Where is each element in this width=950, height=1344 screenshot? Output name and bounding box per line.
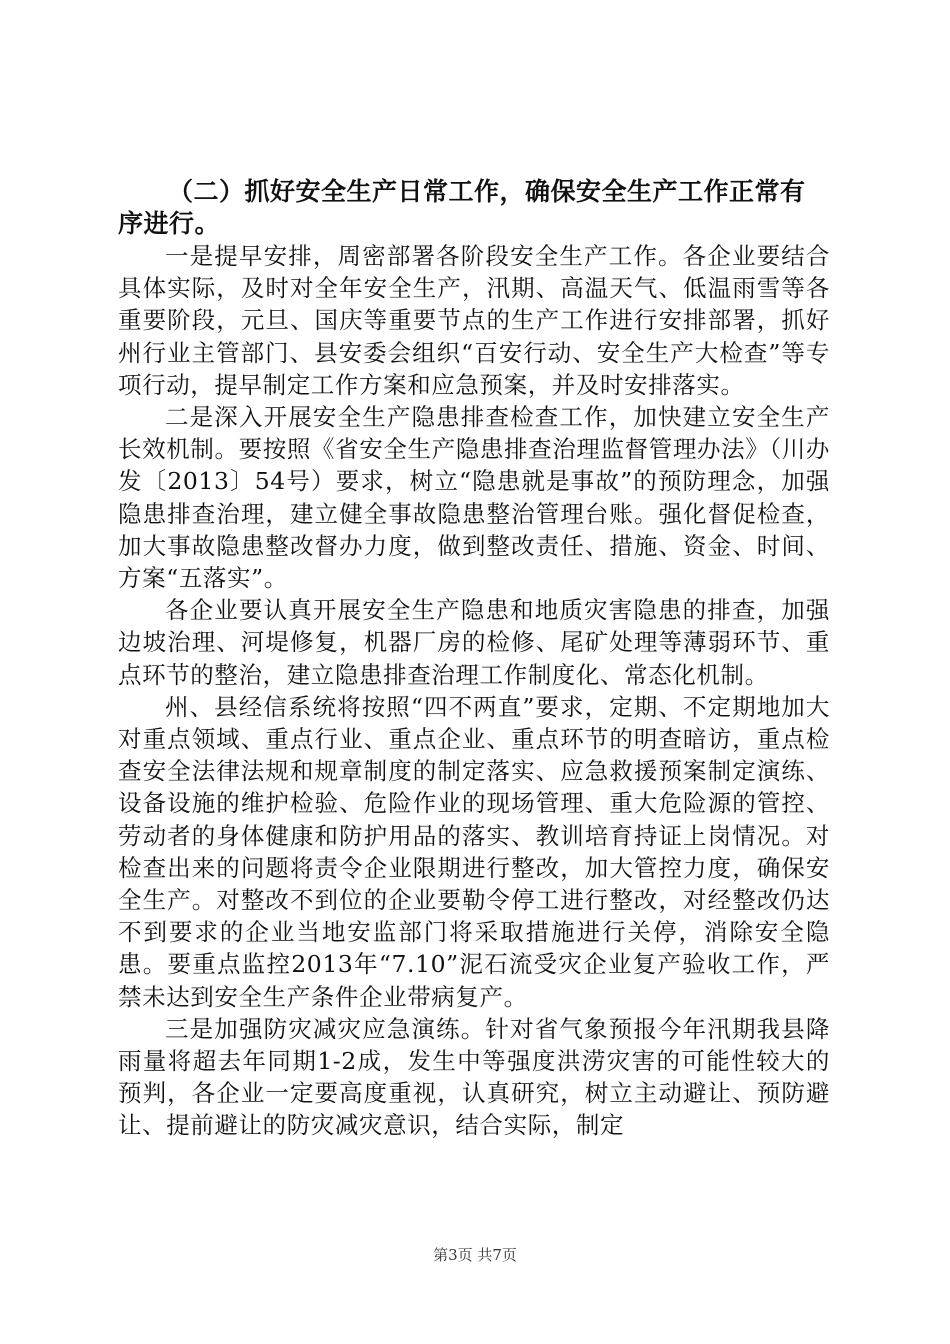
paragraph: 一是提早安排，周密部署各阶段安全生产工作。各企业要结合具体实际，及时对全年安全生产，汛期、高温天气、低温雨雪等各重要阶段，元旦、国庆等重要节点的生产工作进行安排部署，抓好州行业主管部门、县安委会组织“百安行动、安全生产大检查”等专项行动，提早制定工作方案和应急预案，并及时安排落实。: [118, 242, 830, 399]
paragraph: 州、县经信系统将按照“四不两直”要求，定期、不定期地加大对重点领域、重点行业、重点企业、重点环节的明查暗访，重点检查安全法律法规和规章制度的制定落实、应急救援预案制定演练、设备设施的维护检验、危险作业的现场管理、重大危险源的管控、劳动者的身体健康和防护用品的落实、教训培育持证上岗情况。对检查出来的问题将责令企业限期进行整改，加大管控力度，确保安全生产。对整改不到位的企业要勒令停工进行整改，对经整改仍达不到要求的企业当地安监部门将采取措施进行关停，消除安全隐患。要重点监控2013年“7.10”泥石流受灾企业复产验收工作，严禁未达到安全生产条件企业带病复产。: [118, 692, 830, 1011]
paragraph: 三是加强防灾减灾应急演练。针对省气象预报今年汛期我县降雨量将超去年同期1-2成，发生中等强度洪涝灾害的可能性较大的预判，各企业一定要高度重视，认真研究，树立主动避让、预防避让、提前避让的防灾减灾意识，结合实际，制定: [118, 1014, 830, 1140]
paragraph: 二是深入开展安全生产隐患排查检查工作，加快建立安全生产长效机制。要按照《省安全生产隐患排查治理监督管理办法》（川办发〔2013〕54号）要求，树立“隐患就是事故”的预防理念，加强隐患排查治理，建立健全事故隐患整治管理台账。强化督促检查，加大事故隐患整改督办力度，做到整改责任、措施、资金、时间、方案“五落实”。: [118, 403, 830, 593]
page-footer: 第3页 共7页: [433, 1246, 517, 1264]
document-body: [118, 176, 830, 1142]
section-heading: （二）抓好安全生产日常工作，确保安全生产工作正常有序进行。: [118, 177, 806, 238]
paragraph: 各企业要认真开展安全生产隐患和地质灾害隐患的排查，加强边坡治理、河堤修复，机器厂房的检修、尾矿处理等薄弱环节、重点环节的整治，建立隐患排查治理工作制度化、常态化机制。: [118, 596, 830, 689]
